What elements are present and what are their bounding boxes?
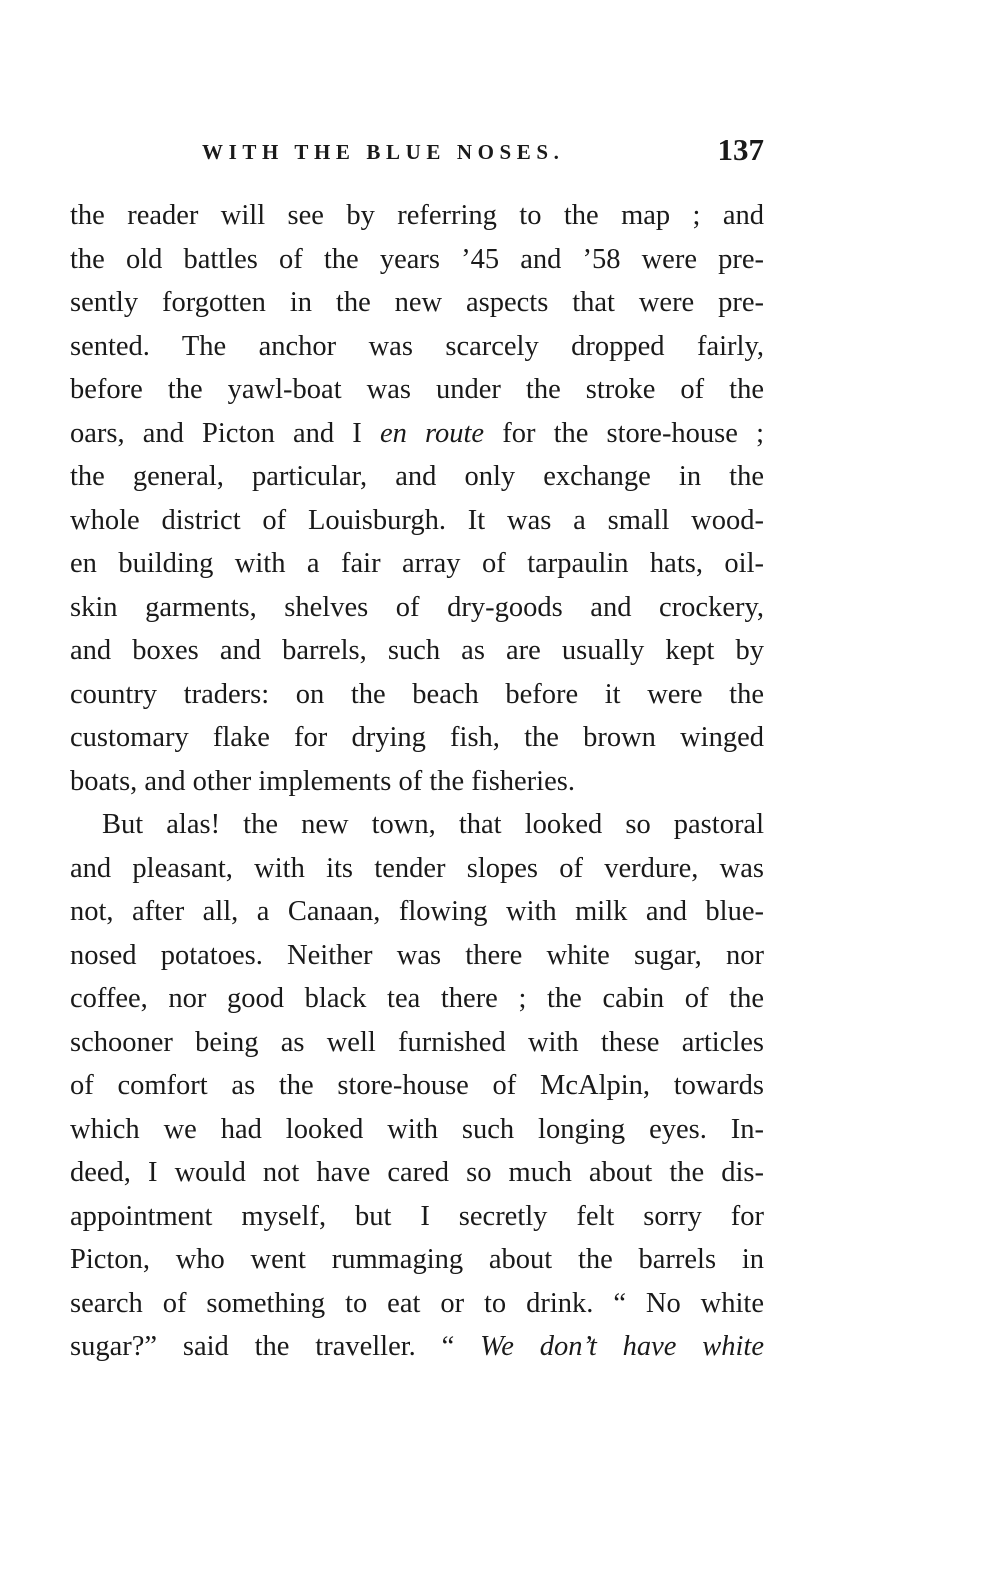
running-header <box>70 132 764 172</box>
text-line: before the yawl-boat was under the stroke of the <box>70 374 764 405</box>
text-line: sugar?” said the traveller. “ We don’t have white <box>70 1331 764 1362</box>
text-line: the reader will see by referring to the map ; and <box>70 200 764 231</box>
text-line: Picton, who went rummaging about the barrels in <box>70 1244 764 1275</box>
italic-phrase: en route <box>379 417 485 449</box>
text-line: appointment myself, but I secretly felt sorry for <box>70 1200 764 1232</box>
text-line: not, after all, a Canaan, flowing with milk and blue- <box>70 896 764 927</box>
text-line: coffee, nor good black tea there ; the cabin of the <box>70 983 764 1014</box>
text-line: the general, particular, and only exchange in the <box>70 461 764 492</box>
text-line: and boxes and barrels, such as are usually kept by <box>70 635 764 666</box>
text-line: of comfort as the store-house of McAlpin, towards <box>70 1070 764 1101</box>
text-line: boats, and other implements of the fisheries. <box>70 765 575 797</box>
text-line: sently forgotten in the new aspects that were pre- <box>70 287 764 318</box>
text-line: oars, and Picton and I en route for the store-house ; <box>70 417 764 449</box>
text-line: and pleasant, with its tender slopes of verdure, was <box>70 852 764 884</box>
text-line: sented. The anchor was scarcely dropped fairly, <box>70 330 764 362</box>
text-line: whole district of Louisburgh. It was a small wood- <box>70 504 764 536</box>
text-line: deed, I would not have cared so much about the dis- <box>70 1157 764 1188</box>
text-line: the old battles of the years ’45 and ’58 were pre- <box>70 243 764 275</box>
italic-phrase: We don’t have white <box>480 1331 764 1362</box>
paragraph-start-line: But alas! the new town, that looked so pastoral <box>102 809 764 840</box>
text-line: nosed potatoes. Neither was there white sugar, nor <box>70 939 764 971</box>
text-line: which we had looked with such longing eyes. In- <box>70 1113 764 1145</box>
text-line: country traders: on the beach before it were the <box>70 678 764 710</box>
text-line: customary flake for drying fish, the brown winged <box>70 722 764 753</box>
running-head-title: WITH THE BLUE NOSES. <box>202 140 565 164</box>
text-line: skin garments, shelves of dry-goods and crockery, <box>70 591 764 623</box>
text-line: en building with a fair array of tarpaulin hats, oil- <box>70 548 764 579</box>
body-text <box>70 194 764 1369</box>
text-line: schooner being as well furnished with these articles <box>70 1026 764 1058</box>
text-line: search of something to eat or to drink. “ No white <box>70 1287 764 1319</box>
page-number: 137 <box>717 132 764 167</box>
